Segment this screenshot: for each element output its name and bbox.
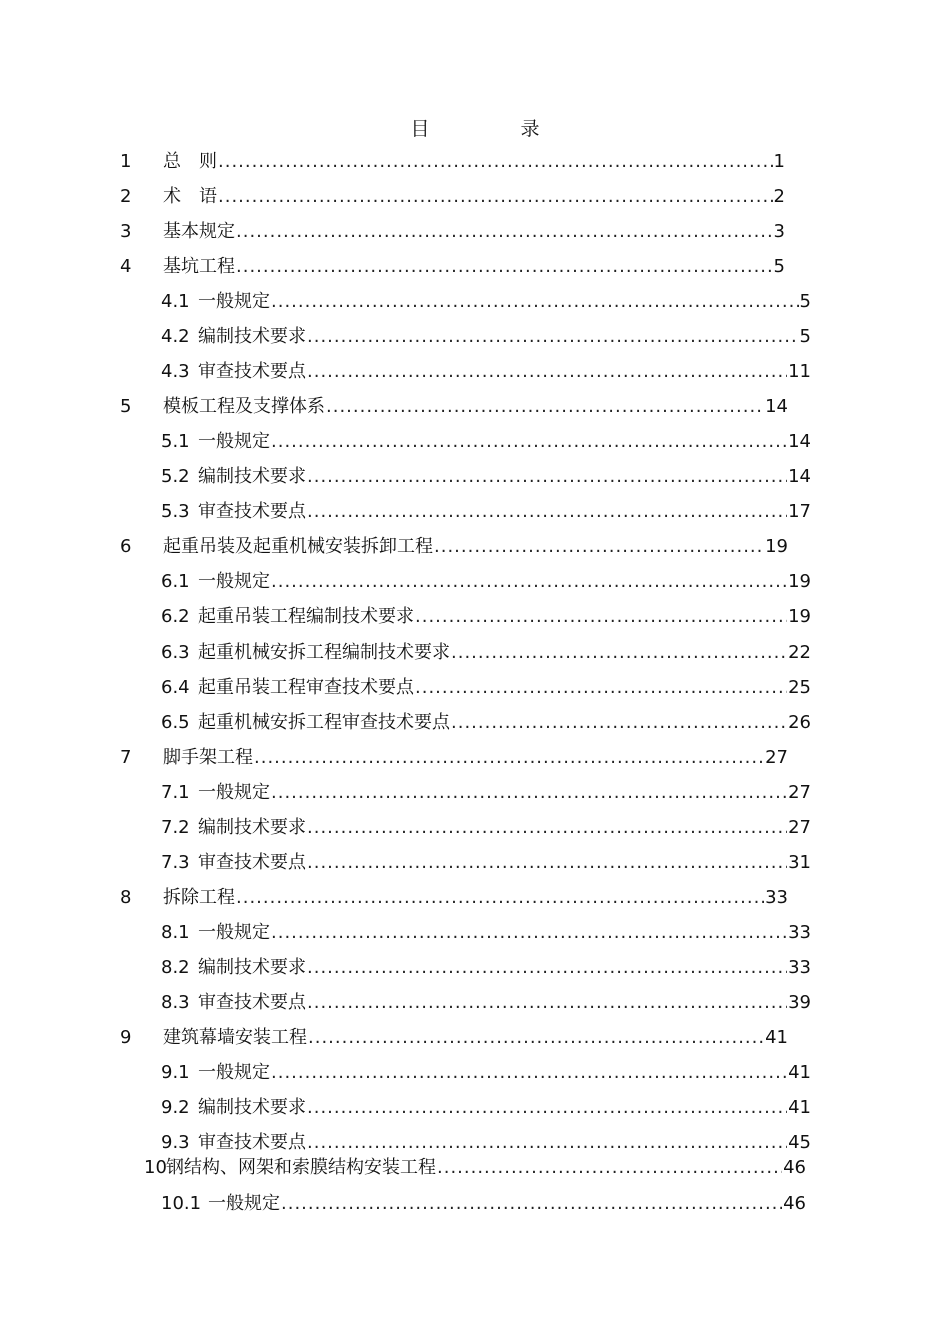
toc-entry-label: 钢结构、网架和索膜结构安装工程	[166, 1157, 436, 1178]
toc-section-entry[interactable]	[120, 220, 785, 244]
toc-entry-number: 8	[120, 887, 132, 908]
toc-entry-label: 一般规定	[198, 571, 270, 592]
toc-entry-page-number: 33	[788, 957, 811, 978]
toc-entry-page-number: 33	[788, 922, 811, 943]
toc-dot-leader	[434, 535, 764, 559]
toc-dot-leader	[307, 851, 787, 875]
toc-entry-page-number: 27	[765, 747, 788, 768]
toc-subsection-entry[interactable]	[161, 570, 811, 594]
toc-section-entry[interactable]	[120, 1026, 788, 1050]
toc-entry-label: 术 语	[163, 186, 217, 207]
toc-entry-number: 8.2	[161, 957, 190, 978]
toc-entry-label: 审查技术要点	[198, 992, 306, 1013]
toc-entry-label: 编制技术要求	[198, 817, 306, 838]
toc-entry-page-number: 27	[788, 817, 811, 838]
toc-subsection-entry[interactable]	[161, 711, 811, 735]
toc-subsection-entry[interactable]	[161, 605, 811, 629]
toc-subsection-entry[interactable]	[161, 956, 811, 980]
toc-entry-number: 7.2	[161, 817, 190, 838]
toc-entry-number: 6.3	[161, 642, 190, 663]
toc-entry-label: 审查技术要点	[198, 361, 306, 382]
toc-entry-label: 起重吊装工程审查技术要点	[198, 677, 414, 698]
toc-entry-label: 一般规定	[198, 1062, 270, 1083]
toc-entry-number: 4.1	[161, 291, 190, 312]
toc-entry-number: 5	[120, 396, 132, 417]
toc-entry-label: 总 则	[163, 151, 217, 172]
toc-subsection-entry[interactable]	[161, 641, 811, 665]
toc-entry-label: 基坑工程	[163, 256, 235, 277]
toc-entry-page-number: 17	[788, 501, 811, 522]
toc-entry-page-number: 26	[788, 712, 811, 733]
toc-entry-label: 建筑幕墙安装工程	[163, 1027, 307, 1048]
toc-subsection-entry[interactable]	[161, 1192, 806, 1216]
toc-section-entry[interactable]	[120, 535, 788, 559]
toc-dot-leader	[307, 1131, 787, 1155]
toc-entry-number: 10.1	[161, 1193, 202, 1214]
toc-dot-leader	[236, 886, 764, 910]
toc-entry-number: 9	[120, 1027, 132, 1048]
toc-entry-number: 6.2	[161, 606, 190, 627]
toc-dot-leader	[236, 255, 773, 279]
toc-dot-leader	[218, 185, 773, 209]
toc-entry-number: 4	[120, 256, 132, 277]
toc-entry-page-number: 41	[788, 1097, 811, 1118]
page-title: 目 录	[410, 118, 576, 140]
toc-entry-number: 4.3	[161, 361, 190, 382]
toc-dot-leader	[307, 1096, 787, 1120]
toc-entry-label: 编制技术要求	[198, 1097, 306, 1118]
toc-entry-label: 审查技术要点	[198, 852, 306, 873]
toc-dot-leader	[308, 1026, 764, 1050]
toc-entry-label: 一般规定	[208, 1193, 280, 1214]
toc-dot-leader	[307, 465, 787, 489]
toc-entry-number: 7	[120, 747, 132, 768]
toc-subsection-entry[interactable]	[161, 360, 811, 384]
toc-subsection-entry[interactable]	[161, 325, 811, 349]
toc-entry-number: 8.3	[161, 992, 190, 1013]
toc-dot-leader	[451, 641, 787, 665]
toc-dot-leader	[281, 1192, 782, 1216]
toc-subsection-entry[interactable]	[161, 851, 811, 875]
toc-entry-label: 编制技术要求	[198, 326, 306, 347]
toc-entry-number: 3	[120, 221, 132, 242]
toc-entry-page-number: 31	[788, 852, 811, 873]
toc-dot-leader	[307, 325, 799, 349]
toc-section-entry[interactable]	[120, 395, 788, 419]
toc-dot-leader	[307, 816, 787, 840]
toc-entry-label: 编制技术要求	[198, 466, 306, 487]
toc-entry-number: 5.2	[161, 466, 190, 487]
toc-entry-page-number: 33	[765, 887, 788, 908]
toc-entry-label: 一般规定	[198, 922, 270, 943]
toc-entry-label: 一般规定	[198, 431, 270, 452]
toc-dot-leader	[437, 1156, 782, 1180]
toc-subsection-entry[interactable]	[161, 465, 811, 489]
toc-entry-number: 6.4	[161, 677, 190, 698]
toc-entry-page-number: 14	[765, 396, 788, 417]
toc-subsection-entry[interactable]	[161, 921, 811, 945]
toc-entry-page-number: 11	[788, 361, 811, 382]
toc-section-entry[interactable]	[120, 746, 788, 770]
toc-subsection-entry[interactable]	[161, 430, 811, 454]
toc-section-entry[interactable]	[120, 255, 785, 279]
toc-section-entry[interactable]	[120, 886, 788, 910]
toc-dot-leader	[307, 991, 787, 1015]
toc-entry-page-number: 46	[783, 1193, 806, 1214]
toc-entry-page-number: 14	[788, 466, 811, 487]
toc-entry-page-number: 25	[788, 677, 811, 698]
toc-entry-page-number: 14	[788, 431, 811, 452]
toc-entry-page-number: 5	[773, 256, 785, 277]
toc-entry-page-number: 1	[773, 151, 785, 172]
toc-entry-number: 8.1	[161, 922, 190, 943]
toc-section-entry[interactable]	[120, 185, 785, 209]
toc-entry-page-number: 2	[773, 186, 785, 207]
toc-entry-page-number: 5	[799, 326, 811, 347]
toc-dot-leader	[271, 781, 787, 805]
toc-dot-leader	[218, 150, 773, 174]
toc-entry-label: 一般规定	[198, 291, 270, 312]
toc-entry-label: 起重机械安拆工程编制技术要求	[198, 642, 450, 663]
toc-entry-number: 6	[120, 536, 132, 557]
toc-entry-label: 起重机械安拆工程审查技术要点	[198, 712, 450, 733]
toc-entry-page-number: 22	[788, 642, 811, 663]
toc-dot-leader	[415, 676, 787, 700]
toc-entry-label: 模板工程及支撑体系	[163, 396, 325, 417]
toc-subsection-entry[interactable]	[161, 991, 811, 1015]
toc-subsection-entry[interactable]	[161, 1096, 811, 1120]
toc-section-entry[interactable]	[144, 1156, 806, 1180]
toc-dot-leader	[271, 430, 787, 454]
toc-entry-page-number: 19	[765, 536, 788, 557]
toc-dot-leader	[307, 360, 787, 384]
toc-entry-number: 6.1	[161, 571, 190, 592]
toc-entry-number: 9.2	[161, 1097, 190, 1118]
toc-dot-leader	[307, 956, 787, 980]
toc-dot-leader	[271, 921, 787, 945]
toc-entry-page-number: 45	[788, 1132, 811, 1153]
toc-dot-leader	[326, 395, 764, 419]
toc-entry-label: 起重吊装工程编制技术要求	[198, 606, 414, 627]
toc-entry-number: 2	[120, 186, 132, 207]
toc-entry-number: 7.1	[161, 782, 190, 803]
toc-entry-number: 5.3	[161, 501, 190, 522]
toc-section-entry[interactable]	[120, 150, 785, 174]
toc-entry-page-number: 19	[788, 571, 811, 592]
toc-dot-leader	[254, 746, 764, 770]
toc-dot-leader	[451, 711, 787, 735]
toc-entry-label: 一般规定	[198, 782, 270, 803]
toc-entry-label: 起重吊装及起重机械安装拆卸工程	[163, 536, 433, 557]
toc-entry-label: 脚手架工程	[163, 747, 253, 768]
toc-entry-number: 1	[120, 151, 132, 172]
toc-dot-leader	[236, 220, 773, 244]
toc-entry-label: 审查技术要点	[198, 1132, 306, 1153]
toc-subsection-entry[interactable]	[161, 1131, 811, 1155]
toc-dot-leader	[271, 290, 799, 314]
toc-dot-leader	[271, 1061, 787, 1085]
toc-subsection-entry[interactable]	[161, 816, 811, 840]
toc-entry-number: 7.3	[161, 852, 190, 873]
toc-subsection-entry[interactable]	[161, 290, 811, 314]
toc-subsection-entry[interactable]	[161, 1061, 811, 1085]
toc-entry-label: 拆除工程	[163, 887, 235, 908]
toc-subsection-entry[interactable]	[161, 781, 811, 805]
toc-entry-page-number: 5	[799, 291, 811, 312]
toc-entry-page-number: 39	[788, 992, 811, 1013]
toc-subsection-entry[interactable]	[161, 500, 811, 524]
toc-dot-leader	[271, 570, 787, 594]
toc-entry-number: 10	[144, 1157, 167, 1178]
toc-entry-number: 6.5	[161, 712, 190, 733]
toc-entry-number: 9.3	[161, 1132, 190, 1153]
toc-entry-page-number: 41	[788, 1062, 811, 1083]
toc-entry-page-number: 41	[765, 1027, 788, 1048]
toc-entry-number: 5.1	[161, 431, 190, 452]
toc-entry-label: 审查技术要点	[198, 501, 306, 522]
toc-dot-leader	[415, 605, 787, 629]
toc-entry-number: 4.2	[161, 326, 190, 347]
toc-dot-leader	[307, 500, 787, 524]
toc-entry-number: 9.1	[161, 1062, 190, 1083]
toc-entry-page-number: 27	[788, 782, 811, 803]
toc-entry-page-number: 3	[773, 221, 785, 242]
toc-entry-label: 基本规定	[163, 221, 235, 242]
toc-entry-label: 编制技术要求	[198, 957, 306, 978]
toc-entry-page-number: 19	[788, 606, 811, 627]
toc-entry-page-number: 46	[783, 1157, 806, 1178]
toc-subsection-entry[interactable]	[161, 676, 811, 700]
